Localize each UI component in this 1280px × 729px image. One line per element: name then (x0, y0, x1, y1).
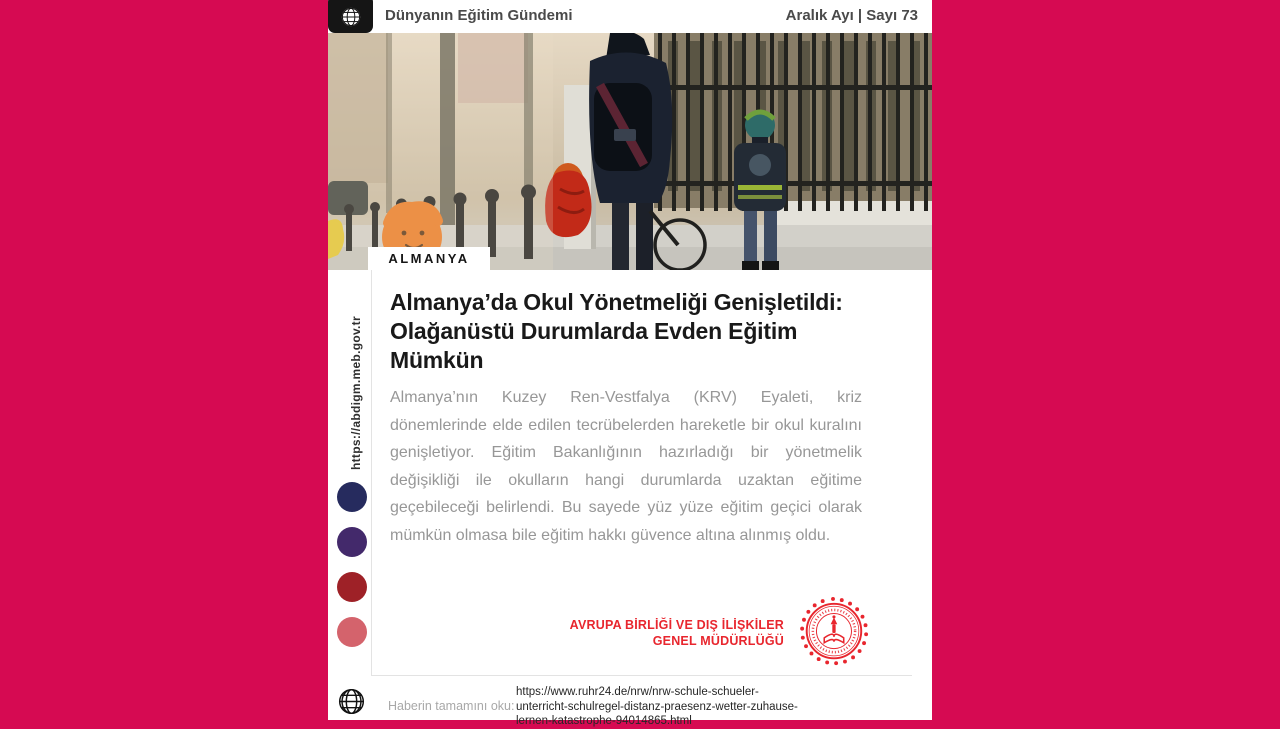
ministry-seal-icon (796, 594, 870, 672)
issue-label: Aralık Ayı | Sayı 73 (785, 7, 918, 24)
country-tag: ALMANYA (368, 247, 490, 270)
palette-dot-purple (337, 527, 367, 557)
org-block (570, 594, 870, 672)
article-body: Almanya’nın Kuzey Ren-Vestfalya (KRV) Eyaleti, kriz dönemlerinde elde edilen tecrübelerden hareketle bir okul kuralını genişletiyor. Eğitim Bakanlığının hazırladığı bir yönetmelik değişikliği ile okulların hangi durumlarda uzaktan eğitime geçebileceği belirlendi. Bu sayede yüz yüze eğitim geçici olarak mümkün olmasa bile eğitim hakkı güvence altına alınmış oldu. (390, 389, 862, 544)
bulletin-card (328, 0, 932, 727)
source-url-line3[interactable]: lernen-katastrophe-94014865.html (516, 715, 692, 727)
org-name-line2: GENEL MÜDÜRLÜĞÜ (652, 634, 784, 648)
globe-icon (340, 6, 362, 28)
org-name-line1: AVRUPA BİRLİĞİ VE DIŞ İLİŞKİLER (569, 618, 784, 632)
article-photo (328, 33, 932, 270)
read-more-label: Haberin tamamını oku: (388, 699, 515, 713)
newsletter-title: Dünyanın Eğitim Gündemi (385, 7, 573, 24)
sidebar-website-url[interactable]: https://abdigm.meb.gov.tr (349, 316, 363, 470)
top-bar (328, 0, 932, 33)
brand-logo (328, 0, 373, 33)
source-url-line2[interactable]: unterricht-schulregel-distanz-praesenz-wetter-zuhause- (516, 700, 798, 713)
globe-icon (338, 688, 365, 715)
source-url-line1[interactable]: https://www.ruhr24.de/nrw/nrw-schule-schueler- (516, 686, 759, 698)
palette-dot-navy (337, 482, 367, 512)
sidebar-divider (371, 270, 372, 675)
article-title (390, 288, 890, 375)
org-name (570, 617, 784, 649)
source-url[interactable] (516, 685, 816, 729)
footer-divider (371, 675, 912, 676)
article-title-line2: Olağanüstü Durumlarda Evden Eğitim Mümkün (390, 318, 798, 373)
article-title-line1: Almanya’da Okul Yönetmeliği Genişletildi: (390, 289, 843, 315)
palette-dot-rose (337, 617, 367, 647)
palette-dot-darkred (337, 572, 367, 602)
